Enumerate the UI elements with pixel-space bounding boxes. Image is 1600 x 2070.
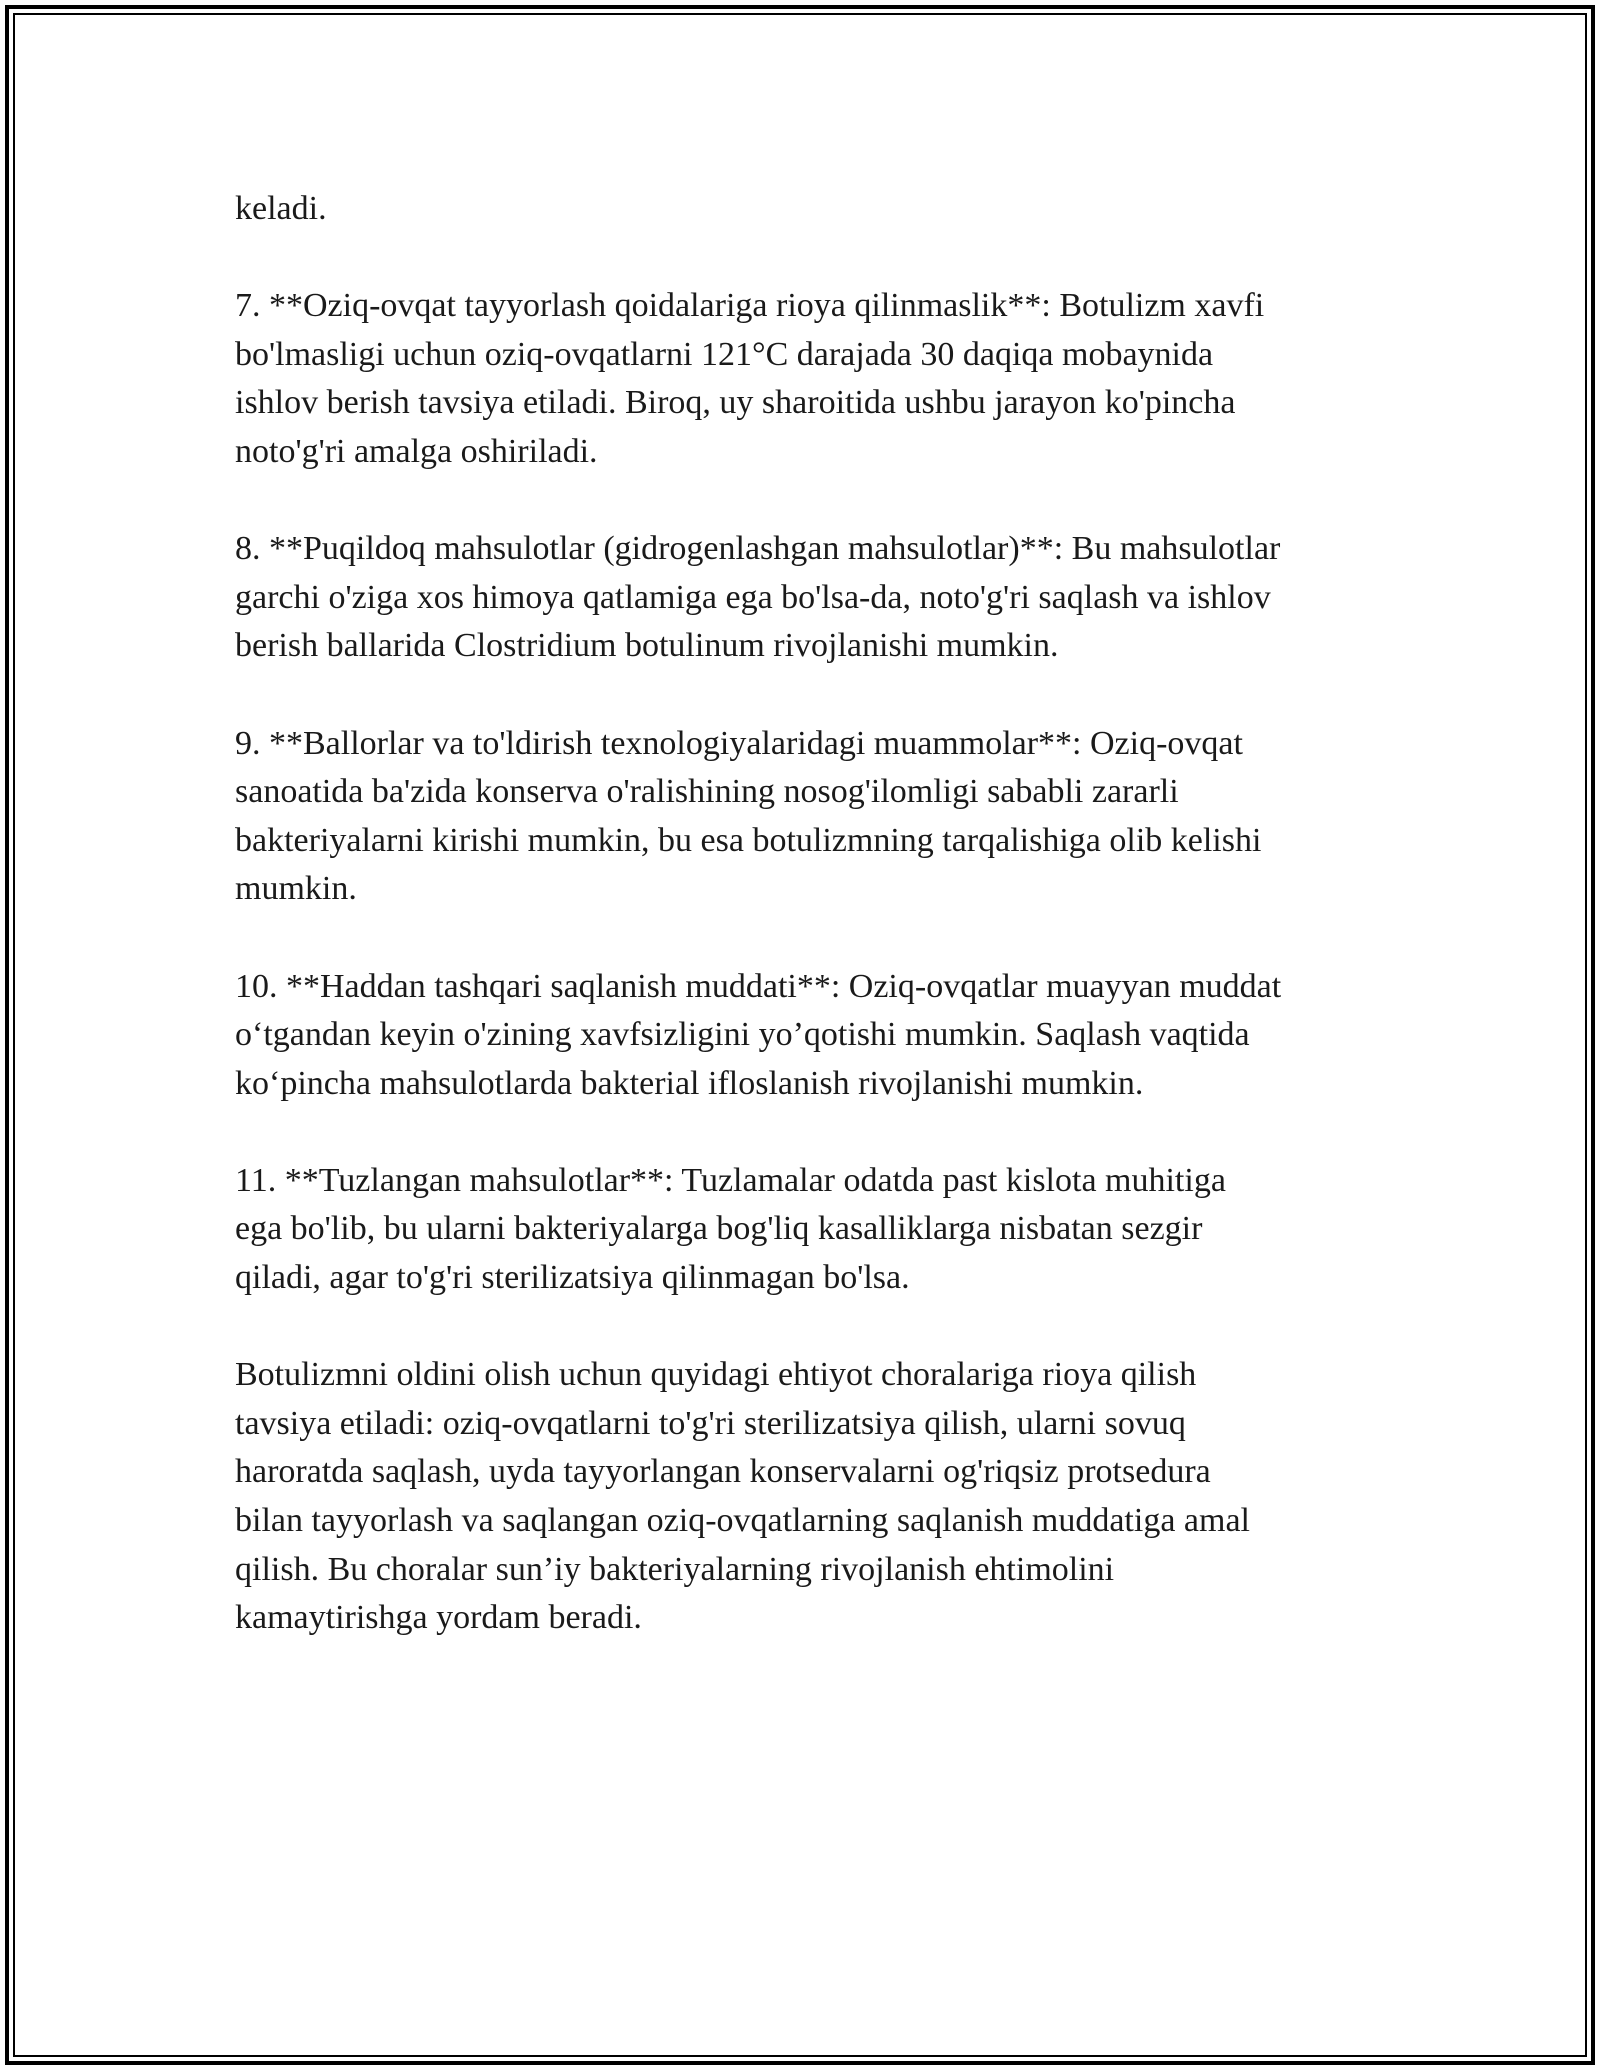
- list-item-8: 8. **Puqildoq mahsulotlar (gidrogenlashgan mahsulotlar)**: Bu mahsulotlar garchi o'ziga xos himoya qatlamiga ega bo'lsa-da, noto'g'ri saqlash va ishlov berish ballarida Clostridium botulinum rivojlanishi mumkin.: [235, 530, 1281, 665]
- list-item-11: 11. **Tuzlangan mahsulotlar**: Tuzlamalar odatda past kislota muhitiga ega bo'lib, bu ularni bakteriyalarga bog'liq kasalliklarga nisbatan sezgir qiladi, agar to'g'ri sterilizatsiya qilinmagan bo'lsa.: [235, 1161, 1226, 1297]
- paragraph-continuation: keladi.: [235, 190, 327, 227]
- document-body: [235, 185, 1385, 1643]
- list-item-7: 7. **Oziq-ovqat tayyorlash qoidalariga rioya qilinmaslik**: Botulizm xavfi bo'lmasligi uchun oziq-ovqatlarni 121°C darajada 30 daqiqa mobaynida ishlov berish tavsiya etiladi. Biroq, uy sharoitida ushbu jarayon ko'pincha noto'g'ri amalga oshiriladi.: [235, 287, 1265, 470]
- list-item-10: 10. **Haddan tashqari saqlanish muddati**: Oziq-ovqatlar muayyan muddat o‘tgandan keyin o'zining xavfsizligini yo’qotishi mumkin. Saqlash vaqtida ko‘pincha mahsulotlarda bakterial ifloslanish rivojlanishi mumkin.: [235, 967, 1282, 1102]
- list-item-9: 9. **Ballorlar va to'ldirish texnologiyalaridagi muammolar**: Oziq-ovqat sanoatida ba'zida konserva o'ralishining nosog'ilomligi sababli zararli bakteriyalarni kirishi mumkin, bu esa botulizmning tarqalishiga olib kelishi mumkin.: [235, 724, 1262, 908]
- conclusion-paragraph: Botulizmni oldini olish uchun quyidagi ehtiyot choralariga rioya qilish tavsiya etiladi: oziq-ovqatlarni to'g'ri sterilizatsiya qilish, ularni sovuq haroratda saqlash, uyda tayyorlangan konservalarni og'riqsiz protsedura bilan tayyorlash va saqlangan oziq-ovqatlarning saqlanish muddatiga amal qilish. Bu choralar sun’iy bakteriyalarning rivojlanish ehtimolini kamaytirishga yordam beradi.: [235, 1356, 1250, 1637]
